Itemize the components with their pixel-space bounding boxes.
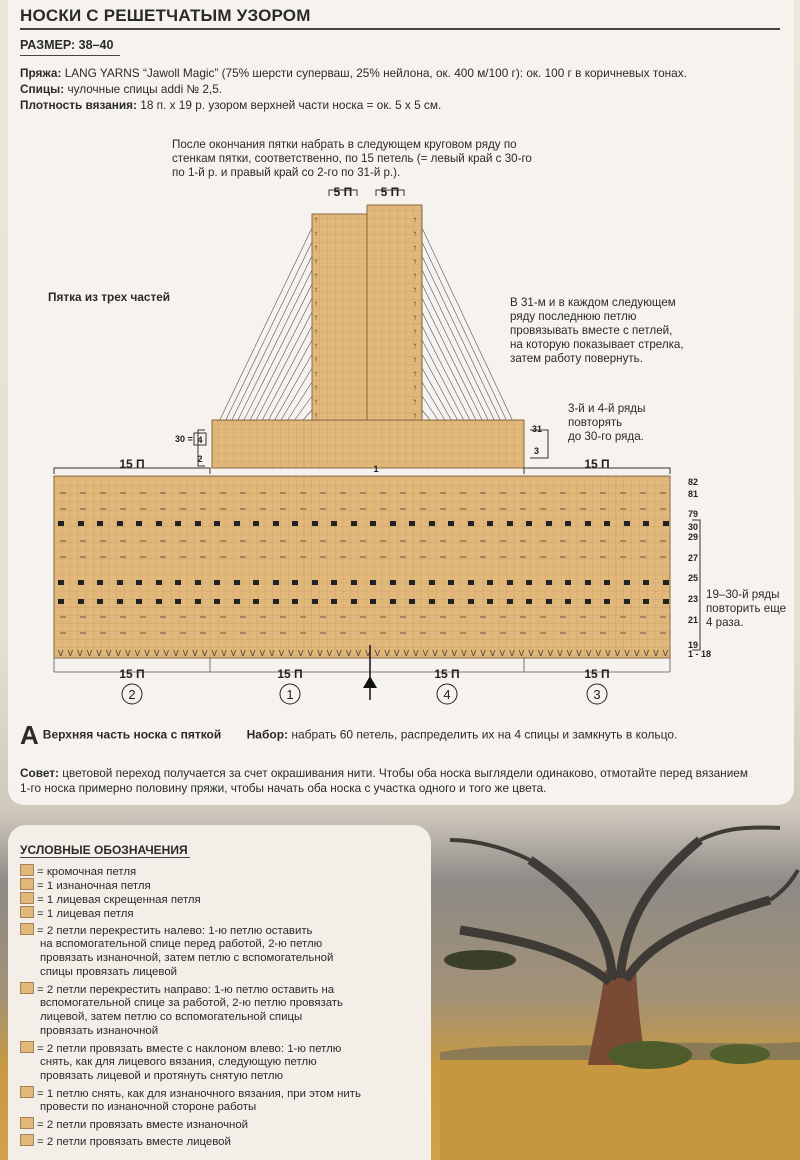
twisted-stitch-mark: V	[422, 649, 429, 658]
twisted-stitch-mark: V	[336, 649, 342, 658]
arrow-mark: ↑	[314, 229, 318, 238]
arrow-mark: ↑	[413, 313, 417, 322]
twisted-stitch-mark: V	[192, 649, 198, 658]
arrow-mark: ↑	[413, 285, 417, 294]
twisted-stitch-mark: V	[595, 649, 601, 658]
arrow-mark: ↑	[413, 271, 417, 280]
cross-symbol	[97, 599, 103, 604]
legend-item: снять, как для лицевого вязания, следующую петлю	[40, 1056, 317, 1068]
legend-symbol-icon	[20, 906, 34, 918]
pickup-line-left	[244, 298, 312, 432]
twisted-stitch-mark: V	[230, 649, 237, 658]
cross-symbol	[273, 599, 279, 604]
bottom-label-3: 15 П	[434, 667, 460, 681]
twisted-stitch-mark: V	[317, 649, 323, 658]
twisted-stitch-mark: V	[250, 649, 256, 658]
cross-symbol	[429, 599, 435, 604]
twisted-stitch-mark: V	[144, 649, 150, 658]
cross-symbol	[409, 580, 415, 585]
cross-symbol	[312, 580, 318, 585]
arrow-mark: ↑	[413, 299, 417, 308]
twisted-stitch-mark: V	[278, 649, 285, 658]
arrow-mark: ↑	[413, 383, 417, 392]
cross-symbol	[156, 521, 162, 526]
cross-symbol	[663, 580, 669, 585]
legend-item: = 1 лицевая скрещенная петля	[20, 892, 415, 907]
legend-item: провести по изнаночной стороне работы	[40, 1101, 257, 1113]
cross-symbol	[487, 580, 493, 585]
cross-symbol	[604, 599, 610, 604]
arrow-mark: ↑	[314, 369, 318, 378]
twisted-stitch-mark: V	[125, 649, 131, 658]
twisted-stitch-mark: V	[624, 649, 630, 658]
cross-symbol	[78, 521, 84, 526]
cross-symbol	[331, 521, 337, 526]
row-number: 21	[688, 615, 699, 625]
cross-symbol	[253, 599, 259, 604]
twisted-stitch-mark: V	[461, 649, 467, 658]
cross-symbol	[214, 521, 220, 526]
cross-symbol	[643, 521, 649, 526]
twisted-stitch-mark: V	[298, 649, 304, 658]
cross-symbol	[175, 580, 181, 585]
row-number: 23	[688, 594, 699, 604]
cross-symbol	[156, 580, 162, 585]
cross-symbol	[604, 580, 610, 585]
twisted-stitch-mark: V	[490, 649, 496, 658]
twisted-stitch-mark: V	[326, 649, 333, 658]
cross-symbol	[78, 599, 84, 604]
heel-row-2: 2	[197, 454, 203, 464]
cross-symbol	[273, 521, 279, 526]
cross-symbol	[409, 599, 415, 604]
pickup-note: После окончания пятки набрать в следующем круговом ряду по стенкам пятки, соответственно, по 15 петель (= левый край с 30-го по 1-й р. и правый край со 2-го по 31-й р.).	[172, 138, 532, 179]
cross-symbol	[370, 580, 376, 585]
cross-symbol	[468, 599, 474, 604]
cross-symbol	[546, 580, 552, 585]
cross-symbol	[487, 599, 493, 604]
bottom-label-4: 15 П	[584, 667, 610, 681]
arrow-mark: ↑	[314, 299, 318, 308]
cross-symbol	[234, 521, 240, 526]
cross-symbol	[585, 580, 591, 585]
pickup-line-left	[214, 228, 312, 432]
twisted-stitch-mark: V	[134, 649, 141, 658]
heel-row-3: 3	[534, 446, 540, 456]
twisted-stitch-mark: V	[374, 649, 381, 658]
cross-symbol	[58, 521, 64, 526]
legend-symbol-icon	[20, 1134, 34, 1146]
legend-symbol-icon	[20, 1086, 34, 1098]
pickup-line-right	[422, 228, 518, 432]
cross-symbol	[234, 599, 240, 604]
arrow-mark: ↑	[314, 285, 318, 294]
cross-symbol	[565, 580, 571, 585]
legend-symbol-icon	[20, 864, 34, 876]
cross-symbol	[507, 599, 513, 604]
heel-turn-note: В 31-м и в каждом следующем ряду последнюю петлю провязывать вместе с петлей, на которую показывает стрелка, затем работу повернуть.	[510, 296, 684, 365]
twisted-stitch-mark: V	[634, 649, 640, 658]
cross-symbol	[643, 599, 649, 604]
twisted-stitch-mark: V	[269, 649, 275, 658]
cross-symbol	[136, 580, 142, 585]
twisted-stitch-mark: V	[605, 649, 611, 658]
gauge-spec: Плотность вязания: 18 п. х 19 р. узором верхней части носка = ок. 5 х 5 см.	[20, 98, 442, 112]
twisted-stitch-mark: V	[86, 649, 93, 658]
arrow-mark: ↑	[314, 411, 318, 420]
pickup-line-right	[422, 340, 470, 432]
twisted-stitch-mark: V	[182, 649, 189, 658]
arrow-mark: ↑	[314, 383, 318, 392]
chart-caption: A Верхняя часть носка с пяткой Набор: набрать 60 петель, распределить их на 4 спицы и замкнуть в кольцо.	[20, 720, 678, 750]
cross-symbol	[117, 599, 123, 604]
arrow-mark: ↑	[314, 355, 318, 364]
top-label-right: 5 П	[380, 185, 400, 199]
cross-symbol	[58, 599, 64, 604]
cross-symbol	[195, 580, 201, 585]
bottom-label-2: 15 П	[277, 667, 303, 681]
twisted-stitch-mark: V	[528, 649, 534, 658]
row-number: 1 - 18	[688, 649, 712, 659]
twisted-stitch-mark: V	[566, 649, 573, 658]
twisted-stitch-mark: V	[173, 649, 179, 658]
twisted-stitch-mark: V	[499, 649, 505, 658]
twisted-stitch-mark: V	[77, 649, 83, 658]
cross-symbol	[214, 580, 220, 585]
twisted-stitch-mark: V	[413, 649, 419, 658]
arrow-mark: ↑	[314, 397, 318, 406]
row-number: 82	[688, 477, 699, 487]
pickup-line-right	[422, 242, 512, 432]
cross-symbol	[624, 599, 630, 604]
needles-spec: Спицы: чулочные спицы addi № 2,5.	[20, 82, 223, 96]
needle-number-3: 3	[593, 687, 601, 702]
cross-symbol	[546, 521, 552, 526]
twisted-stitch-mark: V	[480, 649, 486, 658]
size-heading: РАЗМЕР: 38–40	[20, 38, 114, 52]
twisted-stitch-mark: V	[365, 649, 371, 658]
arrow-mark: ↑	[314, 257, 318, 266]
cross-symbol	[448, 599, 454, 604]
twisted-stitch-mark: V	[662, 649, 669, 658]
heel-base	[212, 420, 524, 468]
arrow-mark: ↑	[413, 369, 417, 378]
cross-symbol	[97, 521, 103, 526]
twisted-stitch-mark: V	[355, 649, 361, 658]
legend-item: = 1 петлю снять, как для изнаночного вязания, при этом нить	[20, 1086, 415, 1101]
legend-item: = 2 петли перекрестить направо: 1-ю петлю оставить на	[20, 982, 415, 997]
legend-symbol-icon	[20, 982, 34, 994]
row-number: 81	[688, 489, 699, 499]
twisted-stitch-mark: V	[451, 649, 457, 658]
twisted-stitch-mark: V	[346, 649, 352, 658]
row-number: 79	[688, 509, 699, 519]
cross-symbol	[292, 599, 298, 604]
arrow-mark: ↑	[413, 397, 417, 406]
repeat-19-30-note: 19–30-й ряды повторить еще 4 раза.	[706, 588, 787, 629]
cross-symbol	[117, 580, 123, 585]
heel-title: Пятка из трех частей	[48, 290, 171, 304]
twisted-stitch-mark: V	[240, 649, 246, 658]
cross-symbol	[643, 580, 649, 585]
twisted-stitch-mark: V	[547, 649, 553, 658]
cross-symbol	[312, 599, 318, 604]
leg-body	[54, 476, 670, 658]
legend-item: вспомогательной спице за работой, 2-ю петлю провязать	[40, 997, 343, 1009]
legend-symbol-icon	[20, 878, 34, 890]
pickup-line-left	[250, 312, 312, 432]
cross-symbol	[253, 521, 259, 526]
center-row-1: 1	[373, 464, 379, 474]
cross-symbol	[273, 580, 279, 585]
twisted-stitch-mark: V	[384, 649, 390, 658]
twisted-stitch-mark: V	[163, 649, 169, 658]
legend-rule	[20, 857, 190, 858]
cross-symbol	[604, 521, 610, 526]
twisted-stitch-mark: V	[288, 649, 294, 658]
arrow-mark: ↑	[314, 243, 318, 252]
row-number: 25	[688, 573, 699, 583]
legend-item: = 2 петли провязать вместе изнаночной	[20, 1117, 415, 1132]
twisted-stitch-mark: V	[403, 649, 409, 658]
twisted-stitch-mark: V	[614, 649, 621, 658]
row-number: 27	[688, 553, 699, 563]
twisted-stitch-mark: V	[96, 649, 102, 658]
cross-symbol	[546, 599, 552, 604]
pickup-line-right	[422, 256, 506, 432]
row-number: 30	[688, 522, 699, 532]
legend-item: провязать изнаночной, затем петлю с вспомогательной	[40, 952, 334, 964]
arrow-mark: ↑	[413, 327, 417, 336]
arrow-mark: ↑	[413, 341, 417, 350]
twisted-stitch-mark: V	[106, 649, 112, 658]
cross-symbol	[409, 521, 415, 526]
twisted-stitch-mark: V	[202, 649, 208, 658]
arrow-mark: ↑	[413, 257, 417, 266]
twisted-stitch-mark: V	[442, 649, 448, 658]
legend-item: = 1 лицевая петля	[20, 906, 415, 921]
cross-symbol	[58, 580, 64, 585]
cross-symbol	[195, 521, 201, 526]
cross-symbol	[507, 521, 513, 526]
legend-title: УСЛОВНЫЕ ОБОЗНАЧЕНИЯ	[20, 843, 188, 857]
twisted-stitch-mark: V	[653, 649, 659, 658]
cross-symbol	[370, 521, 376, 526]
twisted-stitch-mark: V	[58, 649, 64, 658]
pickup-line-right	[422, 298, 488, 432]
side-label-left: 15 П	[119, 457, 145, 471]
legend-item: на вспомогательной спице перед работой, 2-ю петлю	[40, 938, 323, 950]
needle-number-2: 2	[128, 687, 136, 702]
cross-symbol	[390, 521, 396, 526]
arrow-mark: ↑	[413, 355, 417, 364]
cross-symbol	[97, 580, 103, 585]
cross-symbol	[351, 599, 357, 604]
twisted-stitch-mark: V	[259, 649, 265, 658]
cross-symbol	[292, 521, 298, 526]
legend-item: лицевой, затем петлю со вспомогательной спицы	[40, 1011, 303, 1023]
cross-symbol	[175, 521, 181, 526]
legend-symbol-icon	[20, 1041, 34, 1053]
cross-symbol	[468, 521, 474, 526]
legend-item: = 2 петли перекрестить налево: 1-ю петлю оставить	[20, 923, 415, 938]
twisted-stitch-mark: V	[67, 649, 73, 658]
cross-symbol	[234, 580, 240, 585]
cross-symbol	[370, 599, 376, 604]
cross-symbol	[429, 580, 435, 585]
legend-item: провязать лицевой и протянуть снятую петлю	[40, 1070, 284, 1082]
cross-symbol	[253, 580, 259, 585]
arrow-mark: ↑	[413, 411, 417, 420]
cross-symbol	[156, 599, 162, 604]
heel-row-31: 31	[532, 424, 543, 434]
arrow-mark: ↑	[314, 271, 318, 280]
twisted-stitch-mark: V	[154, 649, 160, 658]
cross-symbol	[117, 521, 123, 526]
arrow-mark: ↑	[413, 229, 417, 238]
cross-symbol	[663, 521, 669, 526]
twisted-stitch-mark: V	[307, 649, 313, 658]
arrow-mark: ↑	[314, 313, 318, 322]
twisted-stitch-mark: V	[509, 649, 515, 658]
needle-number-1: 1	[286, 687, 294, 702]
cross-symbol	[526, 599, 532, 604]
cross-symbol	[448, 580, 454, 585]
twisted-stitch-mark: V	[394, 649, 400, 658]
cross-symbol	[214, 599, 220, 604]
legend-item: провязать изнаночной	[40, 1025, 159, 1037]
legend-symbol-icon	[20, 923, 34, 935]
top-label-left: 5 П	[333, 185, 353, 199]
arrow-mark: ↑	[413, 243, 417, 252]
legend-item: = 2 петли провязать вместе с наклоном влево: 1-ю петлю	[20, 1041, 415, 1056]
page-title: НОСКИ С РЕШЕТЧАТЫМ УЗОРОМ	[20, 6, 311, 25]
start-arrow-head	[363, 676, 377, 688]
cross-symbol	[565, 521, 571, 526]
arrow-mark: ↑	[314, 327, 318, 336]
twisted-stitch-mark: V	[211, 649, 217, 658]
cross-symbol	[331, 580, 337, 585]
bottom-label-1: 15 П	[119, 667, 145, 681]
twisted-stitch-mark: V	[557, 649, 563, 658]
cross-symbol	[663, 599, 669, 604]
cross-symbol	[624, 580, 630, 585]
pickup-line-left	[226, 256, 312, 432]
arrow-mark: ↑	[413, 215, 417, 224]
cross-symbol	[507, 580, 513, 585]
cross-symbol	[78, 580, 84, 585]
arrow-mark: ↑	[314, 341, 318, 350]
legend-item: = 2 петли провязать вместе лицевой	[20, 1134, 415, 1149]
pickup-line-right	[422, 312, 482, 432]
legend-symbol-icon	[20, 1117, 34, 1129]
twisted-stitch-mark: V	[432, 649, 438, 658]
legend-item: = 1 изнаночная петля	[20, 878, 415, 893]
cross-symbol	[312, 521, 318, 526]
cross-symbol	[175, 599, 181, 604]
cross-symbol	[390, 599, 396, 604]
cross-symbol	[585, 599, 591, 604]
twisted-stitch-mark: V	[576, 649, 582, 658]
cross-symbol	[526, 521, 532, 526]
cross-symbol	[292, 580, 298, 585]
heel-column-left	[312, 214, 367, 436]
repeat-3-4-note: 3-й и 4-й ряды повторять до 30-го ряда.	[568, 402, 646, 443]
heel-row-4: 4	[197, 435, 203, 445]
cross-symbol	[195, 599, 201, 604]
arrow-mark: ↑	[314, 215, 318, 224]
cross-symbol	[331, 599, 337, 604]
cross-symbol	[585, 521, 591, 526]
legend-item: = кромочная петля	[20, 864, 415, 879]
yarn-spec: Пряжа: LANG YARNS “Jawoll Magic” (75% шерсти суперваш, 25% нейлона, ок. 400 м/100 г): ок. 100 г в коричневых тонах.	[20, 66, 687, 80]
side-label-right: 15 П	[584, 457, 610, 471]
twisted-stitch-mark: V	[518, 649, 525, 658]
cross-symbol	[351, 580, 357, 585]
cross-symbol	[526, 580, 532, 585]
twisted-stitch-mark: V	[586, 649, 592, 658]
legend-symbol-icon	[20, 892, 34, 904]
row-number: 29	[688, 532, 699, 542]
cross-symbol	[351, 521, 357, 526]
cross-symbol	[429, 521, 435, 526]
cross-symbol	[565, 599, 571, 604]
cross-symbol	[448, 521, 454, 526]
cross-symbol	[136, 521, 142, 526]
twisted-stitch-mark: V	[115, 649, 121, 658]
pickup-line-right	[422, 270, 500, 432]
cross-symbol	[624, 521, 630, 526]
cross-symbol	[468, 580, 474, 585]
twisted-stitch-mark: V	[470, 649, 477, 658]
needle-number-4: 4	[443, 687, 451, 702]
twisted-stitch-mark: V	[538, 649, 544, 658]
advice-text: Совет: цветовой переход получается за счет окрашивания нити. Чтобы оба носка выглядели одинаково, отмотайте перед вязанием 1-го носка примерно половину пряжи, чтобы начать оба носка с участка одного и того же цвета.	[20, 766, 748, 795]
cross-symbol	[487, 521, 493, 526]
pickup-line-left	[238, 284, 312, 432]
legend-item: спицы провязать лицевой	[40, 966, 178, 978]
row-number: 19	[688, 640, 699, 650]
heel-row-30: 30 =	[175, 434, 193, 444]
twisted-stitch-mark: V	[221, 649, 227, 658]
pickup-line-left	[232, 270, 312, 432]
twisted-stitch-mark: V	[643, 649, 649, 658]
baobab-tree-photo	[440, 820, 800, 1160]
cross-symbol	[390, 580, 396, 585]
cross-symbol	[136, 599, 142, 604]
